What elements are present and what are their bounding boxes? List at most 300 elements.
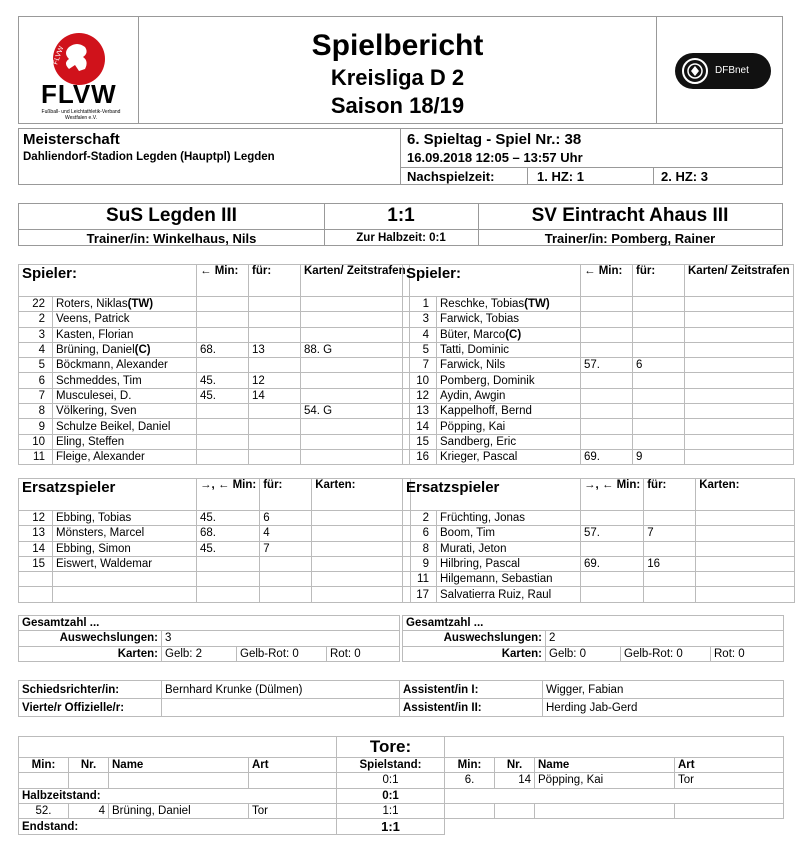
away-substitutes [402,478,795,603]
goal-away-type [675,803,784,818]
substitution-minute [581,312,633,327]
card-info [301,373,410,388]
card-info [685,342,794,357]
dfbnet-text: DFBnet [715,65,749,76]
goal-score: 1:1 [337,803,445,818]
player-name-text: Kasten, Florian [56,328,134,341]
player-number: 7 [19,388,53,403]
card-info [696,572,795,587]
home-substitutes [18,478,411,603]
player-number: 13 [19,526,53,541]
player-number: 9 [19,419,53,434]
substitution-minute [581,297,633,312]
goal-away-name: Pöpping, Kai [535,773,675,788]
goal-away-type: Tor [675,773,784,788]
card-info [696,526,795,541]
substituted-for [249,297,301,312]
away-totals-table [402,615,784,662]
away-player-row [403,373,794,388]
player-name-text: Böckmann, Alexander [56,359,168,372]
player-name: Murati, Jeton [437,541,581,556]
goal-away-name [535,803,675,818]
away-sub-row [403,511,795,526]
player-name [53,327,197,342]
away-red-count: Rot: 0 [711,646,784,661]
player-number: 3 [19,327,53,342]
player-name [437,388,581,403]
player-name: Früchting, Jonas [437,511,581,526]
player-number: 12 [403,388,437,403]
home-yellow-count: Gelb: 2 [162,646,237,661]
card-info [301,297,410,312]
substituted-for: 6 [633,358,685,373]
away-goal-min-header: Min: [445,758,495,773]
goal-home-name [109,773,249,788]
substituted-for [260,556,312,571]
matchday: 6. Spieltag - Spiel Nr.: 38 [407,131,582,148]
card-info [301,434,410,449]
player-name-text: Kappelhoff, Bernd [440,405,532,418]
season-label: Saison 18/19 [330,93,465,118]
substitution-minute [197,404,249,419]
player-name [437,297,581,312]
assistant1-name: Wigger, Fabian [543,681,784,699]
away-player-row [403,342,794,357]
player-name-text: Tatti, Dominic [440,344,510,357]
final-score: 1:1 [387,205,415,226]
substitution-minute [581,587,644,602]
away-player-row [403,358,794,373]
substitution-minute [197,587,260,602]
away-coach: Trainer/in: Pomberg, Rainer [544,231,716,246]
player-name [53,358,197,373]
goals-title: Tore: [337,737,445,758]
home-coach: Trainer/in: Winkelhaus, Nils [86,231,257,246]
substituted-for: 7 [644,526,696,541]
substituted-for [249,404,301,419]
player-name [53,419,197,434]
goals-block [18,736,784,835]
card-info [312,541,411,556]
halftime-label: Halbzeitstand: [19,788,337,803]
player-number: 11 [19,449,53,464]
player-name [53,297,197,312]
competition-type: Meisterschaft [23,131,120,148]
player-number: 8 [19,404,53,419]
player-name [53,373,197,388]
substitution-minute [197,358,249,373]
home-sub-row [19,511,411,526]
match-info-block [18,128,783,185]
player-number [19,587,53,602]
home-subs-count-label: Auswechslungen: [19,631,162,646]
substitution-minute: 45. [197,541,260,556]
player-name-text: Aydin, Awgin [440,389,506,402]
substituted-for: 12 [249,373,301,388]
player-number [19,572,53,587]
substituted-for: 9 [633,449,685,464]
goal-row [19,803,784,818]
teams-block [18,203,783,246]
goal-away-min [445,803,495,818]
player-name: Mönsters, Marcel [53,526,197,541]
player-number: 7 [403,358,437,373]
player-name [53,587,197,602]
away-subs-count: 2 [546,631,784,646]
card-info [301,449,410,464]
player-name-text: Reschke, Tobias [440,298,525,311]
substituted-for [644,541,696,556]
substituted-for [633,434,685,449]
home-min-header: ← Min: [197,265,249,297]
flvw-wordmark: FLVW [41,79,117,109]
substitution-minute [581,388,633,403]
away-yellowred-count: Gelb-Rot: 0 [621,646,711,661]
home-player-row [19,434,410,449]
substituted-for: 14 [249,388,301,403]
home-cards-label: Karten: [19,646,162,661]
substituted-for [633,373,685,388]
card-info [301,358,410,373]
player-number: 12 [19,511,53,526]
home-total-label: Gesamtzahl ... [19,616,400,631]
away-subs-header: Ersatzspieler [403,479,581,511]
away-sub-row [403,556,795,571]
away-cards-header: Karten/ Zeitstrafen [685,265,794,297]
home-goal-nr-header: Nr. [69,758,109,773]
card-info [696,511,795,526]
match-datetime: 16.09.2018 12:05 – 13:57 Uhr [407,150,583,165]
referee-label: Schiedsrichter/in: [19,681,162,699]
substitution-minute [197,572,260,587]
substitution-minute: 45. [197,373,249,388]
substituted-for [633,327,685,342]
home-player-row [19,373,410,388]
card-info [685,388,794,403]
final-score-value: 1:1 [337,819,445,835]
away-sub-row [403,541,795,556]
substitution-minute [197,327,249,342]
card-info [696,556,795,571]
away-sub-row [403,526,795,541]
goal-home-nr [69,773,109,788]
player-number: 4 [403,327,437,342]
substituted-for [260,572,312,587]
card-info [301,327,410,342]
player-name [437,373,581,388]
substituted-for [633,388,685,403]
card-info [696,541,795,556]
goal-home-type: Tor [249,803,337,818]
extra-time-label: Nachspielzeit: [407,169,495,184]
player-number: 4 [19,342,53,357]
away-players-table [402,264,794,465]
player-number: 6 [403,526,437,541]
home-sub-min-header: →, ← Min: [197,479,260,511]
home-sub-row [19,556,411,571]
player-name [53,449,197,464]
card-info [301,388,410,403]
substitution-minute: 57. [581,526,644,541]
player-name-text: Farwick, Tobias [440,313,520,326]
home-players-header: Spieler: [19,265,197,297]
player-role-tag: (TW) [127,298,154,311]
referee-name: Bernhard Krunke (Dülmen) [162,681,400,699]
home-subs-table [18,478,411,603]
substituted-for [249,419,301,434]
substituted-for [633,419,685,434]
player-name [437,434,581,449]
card-info [301,419,410,434]
card-info [312,572,411,587]
player-role-tag: (C) [505,328,522,341]
player-name [53,572,197,587]
player-name-text: Schulze Beikel, Daniel [56,420,171,433]
home-cards-header: Karten/ Zeitstrafen [301,265,410,297]
player-name: Hilgemann, Sebastian [437,572,581,587]
player-name-text: Schmeddes, Tim [56,374,142,387]
player-name: Ebbing, Simon [53,541,197,556]
player-number: 2 [403,511,437,526]
player-role-tag: (TW) [524,298,550,311]
substitution-minute [197,312,249,327]
home-goal-type-header: Art [249,758,337,773]
extra-time-first-half: 1. HZ: 1 [537,169,584,184]
away-totals [402,615,784,662]
card-info [685,358,794,373]
substituted-for [633,297,685,312]
away-yellow-count: Gelb: 0 [546,646,621,661]
assistant1-label: Assistent/in I: [400,681,543,699]
substitution-minute [197,434,249,449]
fourth-official-name [162,699,400,717]
player-number: 8 [403,541,437,556]
substituted-for [249,449,301,464]
substitution-minute: 68. [197,342,249,357]
substitution-minute [197,419,249,434]
substitution-minute [581,572,644,587]
halftime-score-value: 0:1 [337,788,445,803]
away-player-row [403,419,794,434]
player-name [437,419,581,434]
player-name [437,358,581,373]
flvw-subtitle: Fußball- und Leichtathletik-Verband Westfalen e.V. [41,109,121,121]
home-sub-for-header: für: [260,479,312,511]
card-info [685,373,794,388]
player-number: 3 [403,312,437,327]
away-player-row [403,297,794,312]
home-sub-row [19,526,411,541]
home-totals [18,615,400,662]
home-sub-row [19,572,411,587]
home-for-header: für: [249,265,301,297]
extra-time-second-half: 2. HZ: 3 [661,169,708,184]
home-subs-count: 3 [162,631,400,646]
home-team-name: SuS Legden III [106,205,237,226]
card-info [312,526,411,541]
player-name-text: Musculesei, D. [56,389,132,402]
player-name-text: Fleige, Alexander [56,451,145,464]
card-info: 88. G [301,342,410,357]
goal-score: 0:1 [337,773,445,788]
player-name [53,388,197,403]
officials-block [18,680,784,717]
player-name: Ebbing, Tobias [53,511,197,526]
page-title: Spielbericht [311,29,484,62]
away-player-row [403,388,794,403]
home-player-row [19,404,410,419]
substituted-for [260,587,312,602]
card-info [312,511,411,526]
player-name: Boom, Tim [437,526,581,541]
away-sub-row [403,572,795,587]
player-name: Hilbring, Pascal [437,556,581,571]
player-number: 6 [19,373,53,388]
substituted-for: 13 [249,342,301,357]
card-info: 54. G [301,404,410,419]
report-title-block [138,16,657,124]
home-yellowred-count: Gelb-Rot: 0 [237,646,327,661]
home-goal-min-header: Min: [19,758,69,773]
substituted-for [644,587,696,602]
player-number: 16 [403,449,437,464]
player-name [53,312,197,327]
substitution-minute [581,419,633,434]
substitution-minute [197,449,249,464]
home-player-row [19,449,410,464]
away-goal-nr-header: Nr. [495,758,535,773]
substitution-minute: 57. [581,358,633,373]
score-progress-header: Spielstand: [337,758,445,773]
card-info [685,327,794,342]
substitution-minute [581,434,633,449]
away-total-label: Gesamtzahl ... [403,616,784,631]
player-number: 22 [19,297,53,312]
substitution-minute [581,541,644,556]
goal-home-nr: 4 [69,803,109,818]
goal-away-nr: 14 [495,773,535,788]
player-name [437,342,581,357]
home-players-table [18,264,410,465]
player-number: 5 [403,342,437,357]
home-sub-cards-header: Karten: [312,479,411,511]
substituted-for: 16 [644,556,696,571]
player-name-text: Brüning, Daniel [56,344,135,357]
goal-home-type [249,773,337,788]
home-player-row [19,388,410,403]
player-name [437,312,581,327]
player-name [437,327,581,342]
assistant2-label: Assistent/in II: [400,699,543,717]
player-number: 13 [403,404,437,419]
substituted-for: 4 [260,526,312,541]
substituted-for [644,572,696,587]
dfb-eagle-icon [681,57,709,85]
substituted-for [644,511,696,526]
away-player-row [403,327,794,342]
dfbnet-badge [675,53,771,89]
substitution-minute: 45. [197,511,260,526]
substituted-for: 6 [260,511,312,526]
player-number: 14 [19,541,53,556]
substituted-for [249,327,301,342]
fourth-official-label: Vierte/r Offizielle/r: [19,699,162,717]
card-info [696,587,795,602]
away-sub-min-header: →, ← Min: [581,479,644,511]
card-info [685,312,794,327]
player-number: 17 [403,587,437,602]
substituted-for [633,404,685,419]
away-lineup [402,264,794,465]
player-name [53,404,197,419]
card-info [685,419,794,434]
away-goal-type-header: Art [675,758,784,773]
home-player-row [19,297,410,312]
goal-home-min [19,773,69,788]
player-name [437,449,581,464]
goal-away-nr [495,803,535,818]
flvw-logo [18,16,138,124]
home-goal-name-header: Name [109,758,249,773]
home-sub-row [19,541,411,556]
home-player-row [19,419,410,434]
player-name-text: Farwick, Nils [440,359,506,372]
svg-text:FLVW: FLVW [52,45,66,66]
player-name: Salvatierra Ruiz, Raul [437,587,581,602]
player-role-tag: (C) [134,344,151,357]
substitution-minute [197,297,249,312]
player-number: 11 [403,572,437,587]
halftime-score: Zur Halbzeit: 0:1 [356,232,446,244]
substitution-minute [581,404,633,419]
player-name [53,342,197,357]
player-number: 15 [403,434,437,449]
substitution-minute [581,373,633,388]
goals-table [18,736,784,835]
card-info [312,587,411,602]
substitution-minute [197,556,260,571]
goal-row [19,773,784,788]
goal-home-name: Brüning, Daniel [109,803,249,818]
officials-table [18,680,784,717]
away-sub-row [403,587,795,602]
substitution-minute: 69. [581,449,633,464]
league-name: Kreisliga D 2 [330,65,465,90]
player-name-text: Eling, Steffen [56,435,125,448]
card-info [685,434,794,449]
away-player-row [403,404,794,419]
player-number: 5 [19,358,53,373]
player-name: Eiswert, Waldemar [53,556,197,571]
player-number: 15 [19,556,53,571]
away-cards-label: Karten: [403,646,546,661]
substituted-for [249,358,301,373]
substitution-minute [581,342,633,357]
final-label: Endstand: [19,819,337,835]
home-sub-row [19,587,411,602]
away-team-name: SV Eintracht Ahaus III [531,205,729,226]
substitution-minute [581,327,633,342]
away-for-header: für: [633,265,685,297]
substitution-minute: 45. [197,388,249,403]
home-player-row [19,358,410,373]
home-player-row [19,327,410,342]
away-subs-table [402,478,795,603]
assistant2-name: Herding Jab-Gerd [543,699,784,717]
home-player-row [19,342,410,357]
away-player-row [403,312,794,327]
home-red-count: Rot: 0 [327,646,400,661]
